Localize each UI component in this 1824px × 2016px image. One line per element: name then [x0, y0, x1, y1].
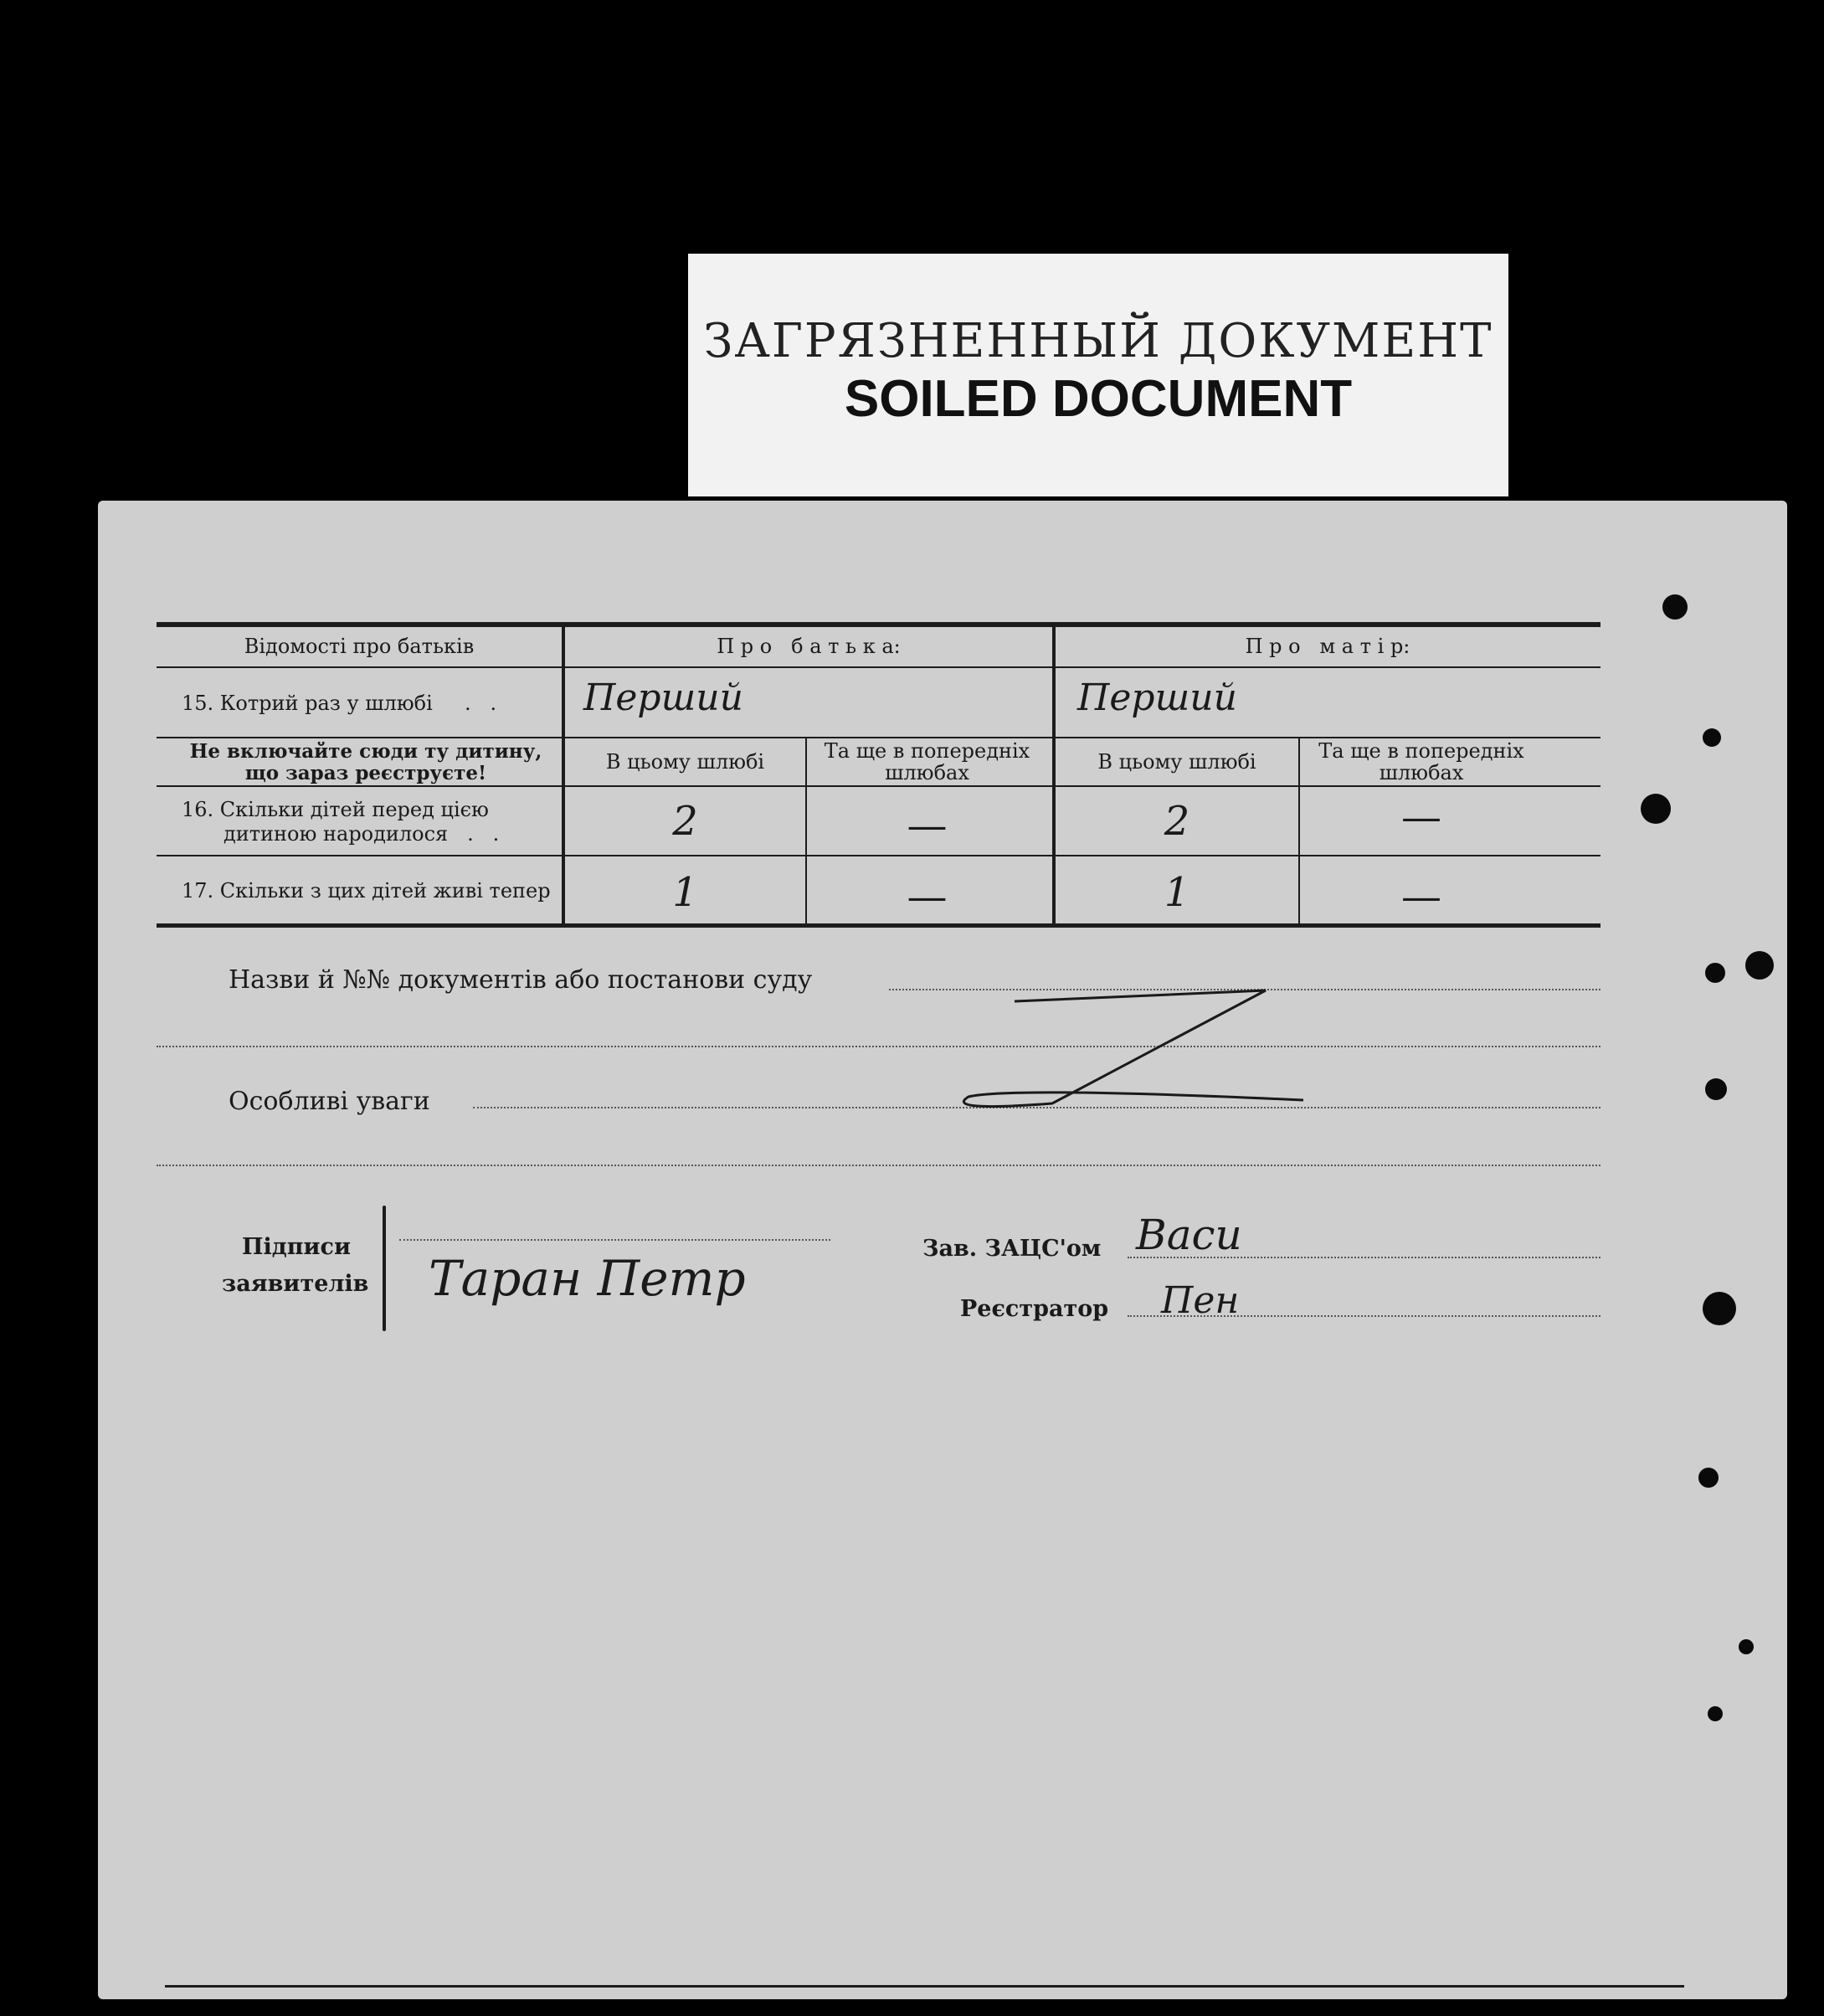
row16-label-line1: 16. Скільки дітей перед цією [182, 798, 489, 821]
binding-hole [1698, 1468, 1719, 1488]
row15-father-value: Перший [583, 676, 743, 719]
binding-hole [1641, 794, 1671, 824]
row16-father-prev: — [907, 802, 948, 849]
form-sheet [98, 501, 1787, 1999]
signatures-label-line2: заявителів [222, 1271, 369, 1297]
row16-label-line2: дитиною народилося . . [224, 822, 500, 846]
row16-father-this: 2 [672, 798, 698, 845]
subheader-mother-previous: Та ще в попередніх шлюбах [1318, 739, 1524, 784]
row17-father-prev: — [907, 873, 948, 920]
subheader-father-this-marriage: В цьому шлюбі [605, 750, 765, 774]
row15-mother-value: Перший [1077, 676, 1237, 719]
header-parents-info: Відомості про батьків [244, 635, 475, 658]
row17-father-this: 1 [672, 869, 698, 916]
binding-hole [1705, 963, 1725, 983]
binding-hole [1703, 728, 1721, 747]
soiled-document-label [688, 254, 1508, 496]
signature-dotline-1 [399, 1239, 830, 1241]
applicant-signature: Таран Петр [429, 1250, 746, 1307]
subheader-note: Не включайте сюди ту дитину, що зараз реєструєте! [189, 740, 542, 784]
registrar-label: Реєстратор [960, 1296, 1109, 1322]
row16-mother-this: 2 [1164, 798, 1190, 845]
header-mother: П р о м а т і р: [1245, 635, 1410, 658]
documents-label: Назви й №№ документів або постанови суду [229, 965, 813, 995]
subheader-father-previous: Та ще в попередніх шлюбах [824, 739, 1030, 784]
binding-hole [1708, 1706, 1723, 1721]
registrar-dotline [1128, 1315, 1600, 1317]
head-signature: Васи [1136, 1211, 1242, 1259]
binding-hole [1662, 594, 1688, 620]
signatures-brace [383, 1206, 386, 1331]
binding-hole [1705, 1078, 1727, 1100]
remarks-label: Особливі уваги [229, 1087, 430, 1116]
label-russian: ЗАГРЯЗНЕННЫЙ ДОКУМЕНТ [703, 314, 1493, 368]
binding-hole [1745, 951, 1774, 980]
row17-mother-this: 1 [1164, 869, 1190, 916]
head-dotline [1128, 1257, 1600, 1258]
row16-mother-prev: — [1401, 794, 1441, 841]
bottom-rule [165, 1985, 1684, 1988]
signatures-label-line1: Підписи [242, 1234, 352, 1260]
row17-mother-prev: — [1401, 873, 1441, 920]
header-father: П р о б а т ь к а: [717, 635, 901, 658]
head-label: Зав. ЗАЦС'ом [922, 1236, 1102, 1262]
subheader-mother-this-marriage: В цьому шлюбі [1097, 750, 1256, 774]
label-english: SOILED DOCUMENT [844, 370, 1353, 428]
row17-label: 17. Скільки з цих дітей живі тепер [182, 879, 551, 903]
registrar-signature: Пен [1161, 1279, 1240, 1322]
binding-hole [1703, 1292, 1736, 1325]
row15-label: 15. Котрий раз у шлюбі . . [182, 692, 497, 715]
binding-hole [1739, 1639, 1754, 1654]
